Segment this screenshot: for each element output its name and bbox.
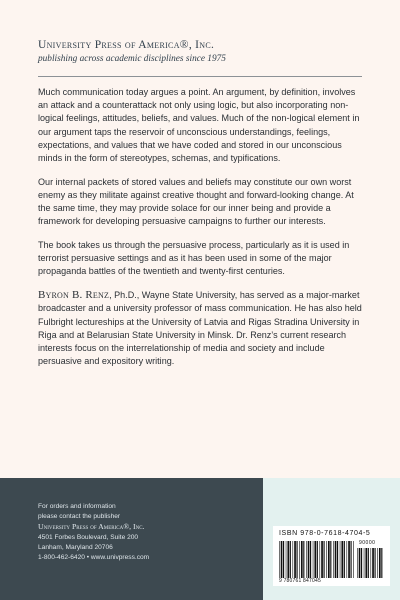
barcode-bar bbox=[306, 541, 307, 578]
barcode-bar bbox=[357, 548, 358, 578]
barcode-bar bbox=[293, 541, 294, 578]
barcode-bar bbox=[324, 541, 325, 578]
barcode-bar bbox=[341, 541, 343, 578]
barcode-bar bbox=[326, 541, 327, 578]
publisher-name: University Press of America®, Inc. bbox=[38, 39, 215, 51]
barcode-bar bbox=[290, 541, 291, 578]
contact-publisher: University Press of America®, Inc. bbox=[38, 522, 145, 532]
barcode-bar bbox=[379, 548, 381, 578]
paragraph-3: The book takes us through the persuasive process, particularly as it is used in terrorist persuasive settings and as it has been used in some of the major propaganda battles of the twentieth and twenty-first centuries. bbox=[38, 240, 350, 277]
barcode-bar bbox=[308, 541, 310, 578]
barcode-bar bbox=[279, 541, 280, 578]
contact-info bbox=[38, 502, 149, 563]
barcode-bar bbox=[372, 548, 374, 578]
barcode-bar bbox=[371, 548, 372, 578]
author-bio: , Ph.D., Wayne State University, has served as a major-market broadcaster and a university professor of mass communication. He has also held Fulbright lectureships at the University of Latvia and Rigas Stradina University in Riga and at Belarusian State University in Minsk. Dr. Renz’s current research interests focus on the interrelationship of media and society and include persuasive and expository writing. bbox=[38, 290, 362, 367]
contact-address-2: Lanham, Maryland 20706 bbox=[38, 543, 113, 551]
contact-line-2: please contact the publisher bbox=[38, 513, 121, 521]
barcode-bar bbox=[320, 541, 321, 578]
barcode-bar bbox=[303, 541, 304, 578]
barcode-bar bbox=[337, 541, 338, 578]
barcode-bar bbox=[299, 541, 300, 578]
contact-line-1: For orders and information bbox=[38, 503, 116, 510]
barcode-bar bbox=[353, 541, 354, 578]
barcode-bar bbox=[381, 548, 382, 578]
barcode-bar bbox=[330, 541, 331, 578]
back-cover-description bbox=[38, 86, 364, 379]
addon-barcode-bars bbox=[357, 548, 383, 578]
barcode-bar bbox=[314, 541, 316, 578]
barcode-bar bbox=[317, 541, 318, 578]
barcode-bar bbox=[321, 541, 323, 578]
barcode-bar bbox=[365, 548, 367, 578]
contact-panel bbox=[0, 478, 263, 600]
author-name: Byron B. Renz bbox=[38, 289, 110, 302]
contact-address-1: 4501 Forbes Boulevard, Suite 200 bbox=[38, 533, 139, 541]
header-divider bbox=[38, 76, 362, 77]
barcode-bar bbox=[347, 541, 348, 578]
bottom-band bbox=[0, 478, 400, 600]
barcode-bar bbox=[335, 541, 337, 578]
barcode-bar bbox=[328, 541, 330, 578]
barcode-bar bbox=[375, 548, 376, 578]
addon-number: 90000 bbox=[359, 540, 376, 546]
barcode-bar bbox=[283, 541, 284, 578]
paragraph-2: Our internal packets of stored values and beliefs may constitute our own worst enemy as they militate against creative thought and forward-looking change. At the same time, they may provide solace for our inner being and provide a framework for developing persuasive campaigns to further our interests. bbox=[38, 176, 354, 227]
barcode-bar bbox=[287, 541, 289, 578]
barcode-bar bbox=[313, 541, 314, 578]
barcode-bar bbox=[368, 548, 369, 578]
barcode-bar bbox=[340, 541, 341, 578]
author-bio-paragraph bbox=[38, 289, 364, 368]
barcode-bar bbox=[344, 541, 345, 578]
barcode-bar bbox=[301, 541, 303, 578]
barcode bbox=[273, 526, 390, 586]
barcode-bar bbox=[297, 541, 298, 578]
barcode-bar bbox=[377, 548, 378, 578]
barcode-bar bbox=[310, 541, 311, 578]
barcode-bar bbox=[359, 548, 361, 578]
ean-barcode-bars bbox=[279, 541, 355, 578]
barcode-bar bbox=[348, 541, 350, 578]
barcode-bar bbox=[281, 541, 283, 578]
barcode-bar bbox=[351, 541, 352, 578]
isbn-label: ISBN 978-0-7618-4704-5 bbox=[279, 530, 371, 537]
barcode-bar bbox=[294, 541, 296, 578]
barcode-bar bbox=[286, 541, 287, 578]
paragraph-1: Much communication today argues a point. An argument, by definition, involves an attack and a counterattack not only using logic, but also incorporating non-logical feelings, attitudes, beliefs, and values. Much of the non-logical element in our argument taps the reservoir of unconscious understandings, feelings, expectations, and values that we have coded and stored in our unconscious minds in the form of stereotypes, schemas, and typifications. bbox=[38, 87, 360, 164]
barcode-bar bbox=[361, 548, 362, 578]
publisher-block bbox=[38, 38, 226, 66]
contact-phone-web: 1-800-462-6420 • www.univpress.com bbox=[38, 554, 150, 562]
barcode-bar bbox=[364, 548, 365, 578]
barcode-digits: 9 780761 847045 bbox=[279, 578, 321, 584]
publisher-tagline: publishing across academic disciplines since 1975 bbox=[38, 54, 226, 64]
barcode-bar bbox=[333, 541, 334, 578]
